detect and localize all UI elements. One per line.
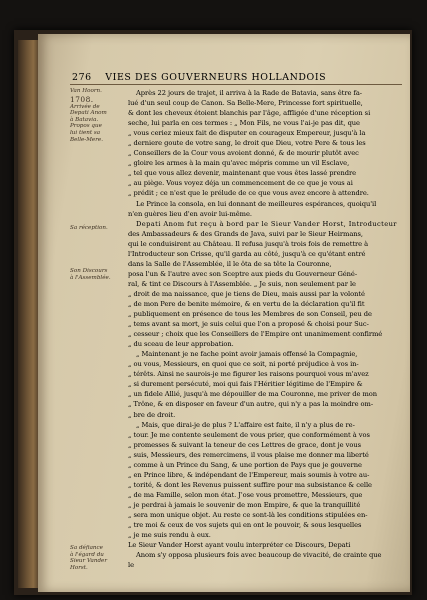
margin-year: 1708.	[70, 94, 94, 104]
margin-line: à Batavia.	[70, 116, 99, 123]
margin-note-discourse	[70, 268, 126, 281]
text-line: des Ambassadeurs & des Grands de Java, suivi par le Sieur Heirmans,	[128, 229, 363, 238]
margin-line: Sa défiance	[70, 545, 103, 551]
text-line: „ du sceau de leur approbation.	[128, 340, 234, 349]
page-number: 276	[72, 72, 92, 83]
text-line: „ un fidele Allié, jusqu'à me dépouiller de ma Couronne, me priver de mon	[128, 390, 377, 399]
text-line: „ térêts. Ainsi ne saurois-je me figurer les raisons pourquoi vous m'avez	[128, 370, 369, 379]
margin-line: Sa réception.	[70, 225, 108, 231]
text-line: „ Maintenant je ne fache point avoir jamais offensé la Compagnie,	[136, 350, 358, 359]
text-line: „ si durement persécuté, moi qui fais l'Héritier légitime de l'Empire &	[128, 380, 363, 389]
text-line: Depati Anom fut reçu à bord par le Sieur Vander Horst, Introducteur	[136, 219, 397, 228]
page-stack-edge	[18, 40, 40, 588]
text-line: seche, lui parla en ces termes : „ Mon Fils, ne vous l'ai-je pas dit, que	[128, 119, 360, 128]
text-line: „ Trône, & en disposer en faveur d'un autre, qui n'y a pas la moindre om-	[128, 400, 374, 409]
text-line: „ vous ceriez mieux fait de disputer en courageux Empereur, jusqu'à la	[128, 129, 366, 138]
text-line: „ comme à un Prince du Sang, & une portion de Pays que je gouverne	[128, 460, 362, 469]
text-line: Après 22 jours de trajet, il arriva à la Rade de Batavia, sans être fa-	[136, 89, 363, 97]
text-line: „ Conseillers de la Cour vous avoient donné, & de mourir plutôt avec	[128, 149, 359, 158]
margin-line: lui tient sa	[70, 129, 101, 136]
margin-line: Sieur Vander	[70, 558, 108, 565]
text-line: posa l'un & l'autre avec son Sceptre aux pieds du Gouverneur Géné-	[128, 269, 358, 278]
text-line: „ torité, & dont les Revenus puissent suffire pour ma subsistance & celle	[128, 480, 372, 489]
text-line: „ en Prince libre, & indépendant de l'Empereur, mais soumis à votre au-	[128, 470, 370, 479]
text-line: „ Mais, que dirai-je de plus ? L'affaire est faite, il n'y a plus de re-	[136, 420, 355, 429]
text-line: „ ou vous, Messieurs, en quoi que ce soit, ni porté préjudice à vos in-	[128, 360, 359, 369]
text-line: „ tour. Je me contente seulement de vous prier, que conformément à vos	[128, 430, 370, 439]
margin-line: Arrivée de	[70, 103, 100, 110]
text-line: „ bre de droit.	[128, 410, 176, 419]
text-line: lué d'un seul coup de Canon. Sa Belle-Mere, Princesse fort spirituelle,	[128, 99, 363, 108]
text-line: Anom s'y opposa plusieurs fois avec beaucoup de vivacité, de crainte que	[136, 551, 382, 560]
text-line: ral, & tint ce Discours à l'Assemblée. „ Je suis, non seulement par le	[128, 279, 356, 288]
text-line: l'Introducteur son Crisse, qu'il garda au côté, jusqu'à ce qu'étant entré	[128, 249, 366, 258]
text-line: Le Prince la consola, en lui donnant de meilleures espérances, quoiqu'il	[136, 199, 377, 208]
text-line: „ sera mon unique objet. Au reste ce sont-là les conditions stipulées en-	[128, 510, 368, 519]
margin-line: Belle-Mere.	[70, 136, 103, 143]
margin-line: Depati Anom	[70, 110, 107, 117]
text-line: „ tre moi & ceux de vos sujets qui en ont le pouvoir, & sous lesquelles	[128, 521, 362, 530]
text-line: „ de mon Pere de benite mémoire, & en vertu de la déclaration qu'il fit	[128, 299, 365, 308]
header-rule	[70, 84, 402, 85]
margin-line: Propos que	[70, 123, 102, 130]
running-header	[72, 72, 402, 83]
text-line: „ tel que vous allez devenir, maintenant que vous êtes lassé prendre	[128, 169, 357, 178]
text-line: „ cesseur ; choix que les Conseillers de l'Empire ont unanimement confirmé	[128, 330, 383, 339]
text-line: „ promesses & suivant la teneur de ces Lettres de grace, dont je vous	[128, 440, 361, 449]
margin-line: à l'Assemblée.	[70, 274, 111, 281]
text-line: Le Sieur Vander Horst ayant voulu interpréter ce Discours, Depati	[128, 541, 351, 550]
text-line: „ suis, Messieurs, des remercimens, il vous plaise me donner ma liberté	[128, 450, 369, 459]
text-line: „ je perdrai à jamais le souvenir de mon Empire, & que la tranquillité	[128, 500, 361, 509]
margin-line: Horst.	[70, 564, 88, 571]
margin-note-defiance	[70, 545, 126, 571]
margin-line: à l'égard du	[70, 551, 104, 558]
text-line: „ tems avant sa mort, je suis celui que l'on a proposé & choisi pour Suc-	[128, 320, 369, 329]
margin-note-reception	[70, 225, 126, 232]
text-line: „ publiquement en présence de tous les Membres de son Conseil, peu de	[128, 310, 372, 319]
text-line: & dont les cheveux étoient blanchis par l'âge, affligée d'une réception si	[128, 109, 371, 118]
text-line: dans la Salle de l'Assemblée, il le ôta de sa tête la Couronne,	[128, 259, 332, 268]
text-line: „ au piège. Vous voyez déja un commencement de ce que je vous ai	[128, 179, 353, 188]
text-line: „ gloire les armes à la main qu'avec mépris comme un vil Esclave,	[128, 159, 350, 168]
text-line: „ de ma Famille, selon mon état. J'ose vous promettre, Messieurs, que	[128, 490, 363, 499]
text-line: „ droit de ma naissance, que je tiens de Dieu, mais aussi par la volonté	[128, 289, 365, 298]
margin-line: Van Hoorn.	[70, 88, 102, 94]
text-line: „ je me suis rendu à eux.	[128, 531, 211, 540]
text-line: le	[128, 561, 134, 570]
text-line: „ prédit ; ce n'est que le prélude de ce que vous avez encore à attendre.	[128, 189, 369, 198]
text-line: n'en guères lieu d'en avoir lui-même.	[128, 209, 252, 218]
running-title: VIES DES GOUVERNEURS HOLLANDOIS	[105, 72, 327, 83]
margin-note-arrival	[70, 88, 126, 143]
catchword	[128, 570, 408, 580]
text-line: qui le conduisirent au Château. Il refusa jusqu'à trois fois de remettre à	[128, 239, 369, 248]
margin-line: Son Discours	[70, 268, 108, 274]
text-line: „ derniere goute de votre sang, le droit que Dieu, votre Pere & tous les	[128, 139, 366, 148]
body-text	[128, 88, 408, 580]
